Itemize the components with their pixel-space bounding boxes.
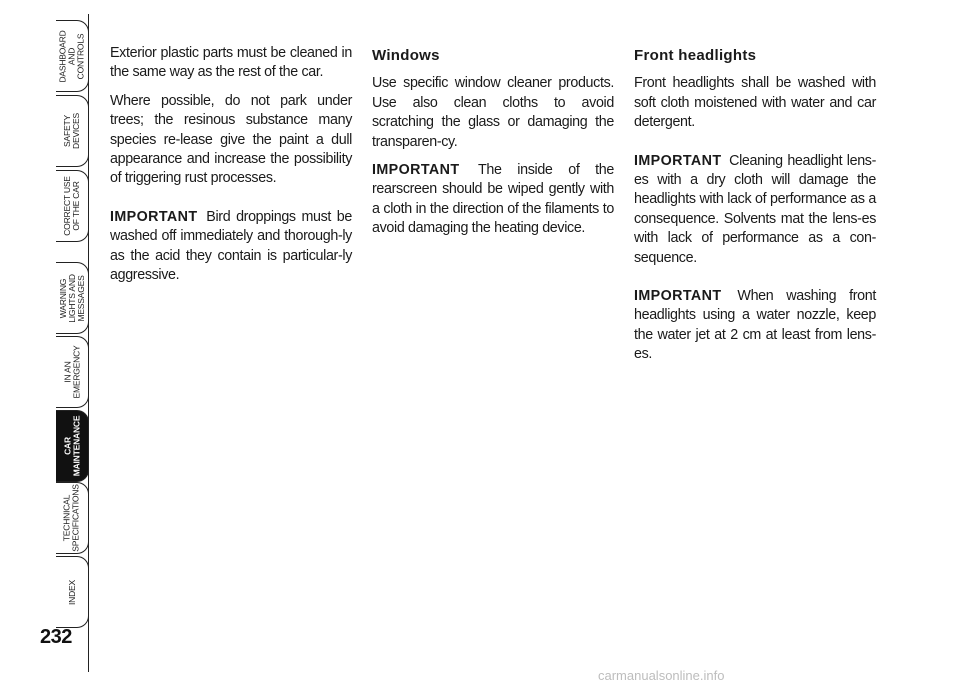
tab-label: TECHNICAL SPECIFICATIONS	[62, 484, 82, 552]
section-heading-windows: Windows	[372, 47, 440, 64]
text-column-2	[372, 44, 614, 248]
important-label: IMPORTANT	[110, 208, 198, 225]
important-label: IMPORTANT	[372, 162, 460, 179]
watermark: carmanualsonline.info	[598, 668, 725, 683]
tab-label: SAFETY DEVICES	[62, 113, 82, 149]
paragraph: Exterior plastic parts must be cleaned in the same way as the rest of the car.	[110, 45, 352, 81]
important-text: When washing front headlights using a water nozzle, keep the water jet at 2 cm at least from lens-es.	[634, 288, 876, 363]
important-label: IMPORTANT	[634, 288, 722, 305]
paragraph: Where possible, do not park under trees; the resinous substance many species re-lease give the paint a dull appearance and increase the possibility of triggering rust processes.	[110, 92, 352, 187]
paragraph: Use specific window cleaner products. Use also clean cloths to avoid scratching the glass or damaging the transparen-cy.	[372, 75, 614, 150]
section-tab-navigation	[56, 20, 92, 617]
text-column-3	[634, 44, 876, 374]
tab-safety-devices[interactable]	[56, 95, 89, 167]
tab-label: CORRECT USE OF THE CAR	[62, 176, 82, 236]
tab-label: IN AN EMERGENCY	[62, 345, 81, 399]
tab-label: DASHBOARD AND CONTROLS	[57, 29, 86, 83]
important-note	[372, 161, 614, 239]
page-number: 232	[40, 626, 72, 648]
important-label: IMPORTANT	[634, 152, 722, 169]
important-note	[634, 287, 876, 365]
important-text: The inside of the rearscreen should be wiped gently with a cloth in the direction of the filaments to avoid damaging the heating device.	[372, 162, 614, 237]
tab-car-maintenance[interactable]	[56, 410, 89, 482]
important-text: Bird droppings must be washed off immediately and thorough-ly as the acid they contain is particular-ly aggressive.	[110, 208, 353, 284]
tab-technical-specifications[interactable]	[56, 482, 89, 554]
paragraph: Front headlights shall be washed with soft cloth moistened with water and car detergent.	[634, 75, 876, 131]
important-text: Cleaning headlight lens-es with a dry cloth will damage the headlights with lack of performance as a consequence. Solvents mat the lens-es with lack of performance as a con-sequence.	[634, 152, 877, 266]
tab-label: INDEX	[66, 579, 77, 605]
tab-dashboard-and-controls[interactable]	[56, 20, 89, 92]
tab-correct-use-of-the-car[interactable]	[56, 170, 89, 242]
tab-label: CAR MAINTENANCE	[62, 415, 82, 477]
text-column-1	[110, 44, 352, 294]
section-heading-front-headlights: Front headlights	[634, 47, 757, 64]
important-note	[634, 152, 876, 268]
important-note	[110, 208, 352, 286]
tab-in-an-emergency[interactable]	[56, 336, 89, 408]
tab-label: WARNING LIGHTS AND MESSAGES	[57, 273, 86, 323]
tab-warning-lights-and-messages[interactable]	[56, 262, 89, 334]
tab-index[interactable]	[56, 556, 89, 628]
